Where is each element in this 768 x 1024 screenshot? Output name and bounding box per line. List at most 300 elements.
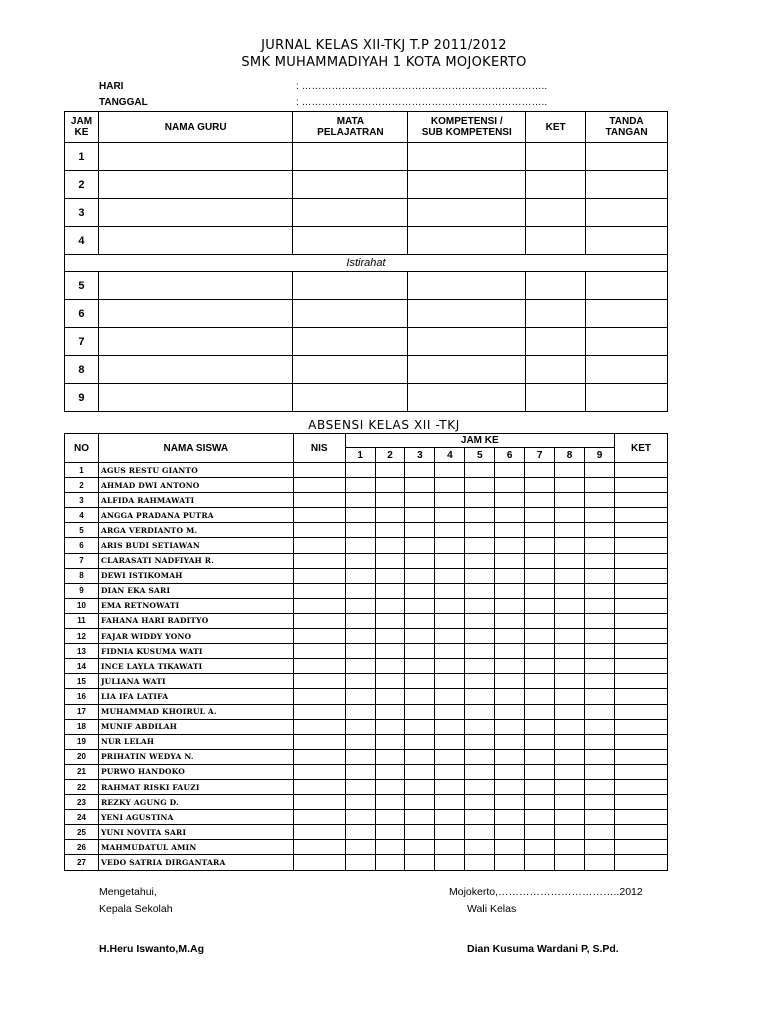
- attendance-cell[interactable]: [495, 825, 525, 840]
- attendance-cell[interactable]: [405, 644, 435, 659]
- attendance-cell[interactable]: [375, 538, 405, 553]
- attendance-cell[interactable]: [405, 568, 435, 583]
- nis-cell[interactable]: [293, 764, 345, 779]
- kompetensi-cell[interactable]: [408, 272, 526, 300]
- attendance-cell[interactable]: [465, 493, 495, 508]
- attendance-cell[interactable]: [465, 795, 495, 810]
- attendance-cell[interactable]: [495, 689, 525, 704]
- attendance-cell[interactable]: [405, 598, 435, 613]
- attendance-cell[interactable]: [585, 523, 615, 538]
- attendance-cell[interactable]: [465, 659, 495, 674]
- ket-cell[interactable]: [526, 272, 586, 300]
- attendance-cell[interactable]: [405, 779, 435, 794]
- attendance-cell[interactable]: [465, 749, 495, 764]
- attendance-cell[interactable]: [495, 674, 525, 689]
- nis-cell[interactable]: [293, 810, 345, 825]
- attendance-cell[interactable]: [495, 523, 525, 538]
- attendance-cell[interactable]: [345, 719, 375, 734]
- attendance-cell[interactable]: [465, 810, 495, 825]
- attendance-cell[interactable]: [435, 674, 465, 689]
- attendance-cell[interactable]: [585, 613, 615, 628]
- nis-cell[interactable]: [293, 463, 345, 478]
- attendance-cell[interactable]: [405, 689, 435, 704]
- nis-cell[interactable]: [293, 719, 345, 734]
- nis-cell[interactable]: [293, 855, 345, 870]
- attendance-cell[interactable]: [585, 689, 615, 704]
- attendance-cell[interactable]: [465, 674, 495, 689]
- attendance-cell[interactable]: [435, 689, 465, 704]
- nis-cell[interactable]: [293, 689, 345, 704]
- attendance-cell[interactable]: [435, 568, 465, 583]
- nama-guru-cell[interactable]: [98, 171, 293, 199]
- attendance-cell[interactable]: [345, 553, 375, 568]
- attendance-cell[interactable]: [345, 613, 375, 628]
- attendance-cell[interactable]: [585, 659, 615, 674]
- attendance-cell[interactable]: [585, 644, 615, 659]
- kompetensi-cell[interactable]: [408, 143, 526, 171]
- attendance-cell[interactable]: [555, 583, 585, 598]
- nis-cell[interactable]: [293, 749, 345, 764]
- tanda-tangan-cell[interactable]: [586, 272, 668, 300]
- attendance-cell[interactable]: [405, 553, 435, 568]
- ket-cell[interactable]: [614, 568, 667, 583]
- attendance-cell[interactable]: [525, 749, 555, 764]
- attendance-cell[interactable]: [555, 644, 585, 659]
- attendance-cell[interactable]: [345, 478, 375, 493]
- attendance-cell[interactable]: [465, 613, 495, 628]
- attendance-cell[interactable]: [525, 629, 555, 644]
- attendance-cell[interactable]: [525, 478, 555, 493]
- nis-cell[interactable]: [293, 659, 345, 674]
- ket-cell[interactable]: [614, 538, 667, 553]
- nis-cell[interactable]: [293, 644, 345, 659]
- attendance-cell[interactable]: [345, 523, 375, 538]
- attendance-cell[interactable]: [435, 704, 465, 719]
- attendance-cell[interactable]: [375, 764, 405, 779]
- attendance-cell[interactable]: [585, 764, 615, 779]
- attendance-cell[interactable]: [345, 674, 375, 689]
- ket-cell[interactable]: [614, 463, 667, 478]
- attendance-cell[interactable]: [555, 568, 585, 583]
- attendance-cell[interactable]: [585, 463, 615, 478]
- attendance-cell[interactable]: [345, 810, 375, 825]
- attendance-cell[interactable]: [405, 523, 435, 538]
- nis-cell[interactable]: [293, 568, 345, 583]
- ket-cell[interactable]: [526, 171, 586, 199]
- attendance-cell[interactable]: [375, 674, 405, 689]
- ket-cell[interactable]: [614, 764, 667, 779]
- ket-cell[interactable]: [614, 810, 667, 825]
- ket-cell[interactable]: [614, 855, 667, 870]
- attendance-cell[interactable]: [585, 749, 615, 764]
- nama-guru-cell[interactable]: [98, 328, 293, 356]
- tanggal-field[interactable]: : ………………………………………………………………..: [296, 97, 548, 108]
- kompetensi-cell[interactable]: [408, 171, 526, 199]
- attendance-cell[interactable]: [405, 538, 435, 553]
- attendance-cell[interactable]: [585, 795, 615, 810]
- attendance-cell[interactable]: [345, 644, 375, 659]
- attendance-cell[interactable]: [585, 508, 615, 523]
- mapel-cell[interactable]: [293, 199, 408, 227]
- attendance-cell[interactable]: [555, 795, 585, 810]
- attendance-cell[interactable]: [555, 523, 585, 538]
- kompetensi-cell[interactable]: [408, 300, 526, 328]
- attendance-cell[interactable]: [555, 478, 585, 493]
- nama-guru-cell[interactable]: [98, 227, 293, 255]
- attendance-cell[interactable]: [345, 508, 375, 523]
- attendance-cell[interactable]: [495, 553, 525, 568]
- ket-cell[interactable]: [614, 613, 667, 628]
- attendance-cell[interactable]: [435, 493, 465, 508]
- mapel-cell[interactable]: [293, 272, 408, 300]
- attendance-cell[interactable]: [435, 613, 465, 628]
- attendance-cell[interactable]: [525, 674, 555, 689]
- nama-guru-cell[interactable]: [98, 384, 293, 412]
- nis-cell[interactable]: [293, 825, 345, 840]
- attendance-cell[interactable]: [555, 810, 585, 825]
- attendance-cell[interactable]: [495, 779, 525, 794]
- nis-cell[interactable]: [293, 674, 345, 689]
- nis-cell[interactable]: [293, 629, 345, 644]
- attendance-cell[interactable]: [345, 689, 375, 704]
- attendance-cell[interactable]: [555, 659, 585, 674]
- attendance-cell[interactable]: [405, 825, 435, 840]
- ket-cell[interactable]: [614, 779, 667, 794]
- ket-cell[interactable]: [614, 840, 667, 855]
- nama-guru-cell[interactable]: [98, 300, 293, 328]
- attendance-cell[interactable]: [465, 478, 495, 493]
- attendance-cell[interactable]: [525, 523, 555, 538]
- nis-cell[interactable]: [293, 478, 345, 493]
- ket-cell[interactable]: [526, 199, 586, 227]
- attendance-cell[interactable]: [375, 659, 405, 674]
- attendance-cell[interactable]: [405, 855, 435, 870]
- attendance-cell[interactable]: [345, 855, 375, 870]
- attendance-cell[interactable]: [465, 508, 495, 523]
- attendance-cell[interactable]: [465, 553, 495, 568]
- tanda-tangan-cell[interactable]: [586, 384, 668, 412]
- attendance-cell[interactable]: [375, 840, 405, 855]
- attendance-cell[interactable]: [585, 629, 615, 644]
- attendance-cell[interactable]: [495, 795, 525, 810]
- attendance-cell[interactable]: [375, 478, 405, 493]
- attendance-cell[interactable]: [345, 795, 375, 810]
- attendance-cell[interactable]: [495, 855, 525, 870]
- ket-cell[interactable]: [614, 583, 667, 598]
- attendance-cell[interactable]: [495, 644, 525, 659]
- attendance-cell[interactable]: [375, 463, 405, 478]
- attendance-cell[interactable]: [585, 538, 615, 553]
- nis-cell[interactable]: [293, 523, 345, 538]
- nis-cell[interactable]: [293, 840, 345, 855]
- nis-cell[interactable]: [293, 704, 345, 719]
- attendance-cell[interactable]: [465, 644, 495, 659]
- attendance-cell[interactable]: [405, 463, 435, 478]
- attendance-cell[interactable]: [435, 538, 465, 553]
- ket-cell[interactable]: [614, 644, 667, 659]
- attendance-cell[interactable]: [555, 840, 585, 855]
- attendance-cell[interactable]: [435, 598, 465, 613]
- ket-cell[interactable]: [614, 674, 667, 689]
- attendance-cell[interactable]: [495, 749, 525, 764]
- attendance-cell[interactable]: [375, 795, 405, 810]
- nis-cell[interactable]: [293, 553, 345, 568]
- attendance-cell[interactable]: [435, 463, 465, 478]
- nis-cell[interactable]: [293, 734, 345, 749]
- attendance-cell[interactable]: [465, 568, 495, 583]
- attendance-cell[interactable]: [405, 583, 435, 598]
- attendance-cell[interactable]: [345, 463, 375, 478]
- attendance-cell[interactable]: [555, 538, 585, 553]
- attendance-cell[interactable]: [435, 840, 465, 855]
- ket-cell[interactable]: [614, 478, 667, 493]
- attendance-cell[interactable]: [525, 795, 555, 810]
- attendance-cell[interactable]: [555, 463, 585, 478]
- attendance-cell[interactable]: [345, 583, 375, 598]
- attendance-cell[interactable]: [465, 734, 495, 749]
- attendance-cell[interactable]: [435, 810, 465, 825]
- attendance-cell[interactable]: [555, 704, 585, 719]
- attendance-cell[interactable]: [495, 840, 525, 855]
- tanda-tangan-cell[interactable]: [586, 227, 668, 255]
- attendance-cell[interactable]: [555, 825, 585, 840]
- attendance-cell[interactable]: [495, 629, 525, 644]
- attendance-cell[interactable]: [525, 583, 555, 598]
- attendance-cell[interactable]: [585, 810, 615, 825]
- attendance-cell[interactable]: [495, 704, 525, 719]
- attendance-cell[interactable]: [525, 840, 555, 855]
- attendance-cell[interactable]: [375, 613, 405, 628]
- attendance-cell[interactable]: [405, 764, 435, 779]
- ket-cell[interactable]: [614, 704, 667, 719]
- mapel-cell[interactable]: [293, 328, 408, 356]
- attendance-cell[interactable]: [525, 508, 555, 523]
- ket-cell[interactable]: [526, 328, 586, 356]
- attendance-cell[interactable]: [525, 538, 555, 553]
- attendance-cell[interactable]: [495, 659, 525, 674]
- ket-cell[interactable]: [526, 356, 586, 384]
- attendance-cell[interactable]: [405, 478, 435, 493]
- tanda-tangan-cell[interactable]: [586, 143, 668, 171]
- attendance-cell[interactable]: [585, 674, 615, 689]
- attendance-cell[interactable]: [375, 553, 405, 568]
- attendance-cell[interactable]: [435, 659, 465, 674]
- mapel-cell[interactable]: [293, 143, 408, 171]
- attendance-cell[interactable]: [525, 553, 555, 568]
- ket-cell[interactable]: [526, 300, 586, 328]
- attendance-cell[interactable]: [375, 825, 405, 840]
- attendance-cell[interactable]: [525, 613, 555, 628]
- attendance-cell[interactable]: [345, 538, 375, 553]
- attendance-cell[interactable]: [345, 734, 375, 749]
- ket-cell[interactable]: [614, 795, 667, 810]
- attendance-cell[interactable]: [345, 749, 375, 764]
- attendance-cell[interactable]: [345, 840, 375, 855]
- attendance-cell[interactable]: [495, 508, 525, 523]
- attendance-cell[interactable]: [435, 508, 465, 523]
- attendance-cell[interactable]: [495, 734, 525, 749]
- nama-guru-cell[interactable]: [98, 272, 293, 300]
- attendance-cell[interactable]: [585, 719, 615, 734]
- attendance-cell[interactable]: [525, 734, 555, 749]
- attendance-cell[interactable]: [555, 674, 585, 689]
- attendance-cell[interactable]: [345, 493, 375, 508]
- attendance-cell[interactable]: [375, 644, 405, 659]
- attendance-cell[interactable]: [555, 734, 585, 749]
- attendance-cell[interactable]: [405, 840, 435, 855]
- attendance-cell[interactable]: [525, 779, 555, 794]
- tanda-tangan-cell[interactable]: [586, 171, 668, 199]
- kompetensi-cell[interactable]: [408, 384, 526, 412]
- attendance-cell[interactable]: [525, 764, 555, 779]
- attendance-cell[interactable]: [585, 779, 615, 794]
- attendance-cell[interactable]: [345, 659, 375, 674]
- attendance-cell[interactable]: [435, 734, 465, 749]
- attendance-cell[interactable]: [465, 463, 495, 478]
- attendance-cell[interactable]: [585, 855, 615, 870]
- hari-field[interactable]: : ………………………………………………………………..: [296, 81, 548, 92]
- attendance-cell[interactable]: [375, 583, 405, 598]
- tanda-tangan-cell[interactable]: [586, 300, 668, 328]
- attendance-cell[interactable]: [525, 644, 555, 659]
- attendance-cell[interactable]: [375, 598, 405, 613]
- attendance-cell[interactable]: [465, 583, 495, 598]
- mapel-cell[interactable]: [293, 171, 408, 199]
- nis-cell[interactable]: [293, 598, 345, 613]
- attendance-cell[interactable]: [375, 719, 405, 734]
- attendance-cell[interactable]: [465, 598, 495, 613]
- attendance-cell[interactable]: [435, 583, 465, 598]
- attendance-cell[interactable]: [435, 795, 465, 810]
- attendance-cell[interactable]: [465, 855, 495, 870]
- attendance-cell[interactable]: [525, 704, 555, 719]
- attendance-cell[interactable]: [585, 840, 615, 855]
- attendance-cell[interactable]: [585, 734, 615, 749]
- attendance-cell[interactable]: [495, 810, 525, 825]
- attendance-cell[interactable]: [375, 508, 405, 523]
- attendance-cell[interactable]: [345, 779, 375, 794]
- attendance-cell[interactable]: [345, 704, 375, 719]
- attendance-cell[interactable]: [465, 840, 495, 855]
- nama-guru-cell[interactable]: [98, 356, 293, 384]
- attendance-cell[interactable]: [435, 523, 465, 538]
- attendance-cell[interactable]: [375, 779, 405, 794]
- attendance-cell[interactable]: [405, 704, 435, 719]
- attendance-cell[interactable]: [495, 478, 525, 493]
- attendance-cell[interactable]: [375, 568, 405, 583]
- attendance-cell[interactable]: [345, 629, 375, 644]
- attendance-cell[interactable]: [465, 764, 495, 779]
- attendance-cell[interactable]: [405, 613, 435, 628]
- ket-cell[interactable]: [614, 734, 667, 749]
- attendance-cell[interactable]: [435, 553, 465, 568]
- attendance-cell[interactable]: [435, 855, 465, 870]
- attendance-cell[interactable]: [375, 523, 405, 538]
- nis-cell[interactable]: [293, 583, 345, 598]
- attendance-cell[interactable]: [435, 764, 465, 779]
- attendance-cell[interactable]: [525, 463, 555, 478]
- nis-cell[interactable]: [293, 538, 345, 553]
- attendance-cell[interactable]: [495, 538, 525, 553]
- attendance-cell[interactable]: [555, 508, 585, 523]
- attendance-cell[interactable]: [435, 644, 465, 659]
- attendance-cell[interactable]: [555, 764, 585, 779]
- attendance-cell[interactable]: [555, 779, 585, 794]
- attendance-cell[interactable]: [435, 719, 465, 734]
- attendance-cell[interactable]: [405, 795, 435, 810]
- attendance-cell[interactable]: [495, 493, 525, 508]
- ket-cell[interactable]: [614, 749, 667, 764]
- attendance-cell[interactable]: [375, 493, 405, 508]
- mapel-cell[interactable]: [293, 300, 408, 328]
- attendance-cell[interactable]: [375, 704, 405, 719]
- ket-cell[interactable]: [614, 825, 667, 840]
- attendance-cell[interactable]: [555, 553, 585, 568]
- attendance-cell[interactable]: [405, 719, 435, 734]
- ket-cell[interactable]: [614, 719, 667, 734]
- attendance-cell[interactable]: [405, 629, 435, 644]
- nama-guru-cell[interactable]: [98, 199, 293, 227]
- kompetensi-cell[interactable]: [408, 199, 526, 227]
- attendance-cell[interactable]: [465, 629, 495, 644]
- ket-cell[interactable]: [614, 598, 667, 613]
- attendance-cell[interactable]: [435, 779, 465, 794]
- attendance-cell[interactable]: [465, 825, 495, 840]
- attendance-cell[interactable]: [435, 749, 465, 764]
- attendance-cell[interactable]: [405, 674, 435, 689]
- attendance-cell[interactable]: [495, 719, 525, 734]
- attendance-cell[interactable]: [525, 825, 555, 840]
- tanda-tangan-cell[interactable]: [586, 356, 668, 384]
- attendance-cell[interactable]: [375, 689, 405, 704]
- attendance-cell[interactable]: [495, 463, 525, 478]
- attendance-cell[interactable]: [525, 719, 555, 734]
- attendance-cell[interactable]: [585, 825, 615, 840]
- attendance-cell[interactable]: [405, 734, 435, 749]
- ket-cell[interactable]: [526, 227, 586, 255]
- attendance-cell[interactable]: [555, 719, 585, 734]
- attendance-cell[interactable]: [585, 583, 615, 598]
- attendance-cell[interactable]: [525, 855, 555, 870]
- attendance-cell[interactable]: [585, 478, 615, 493]
- attendance-cell[interactable]: [555, 598, 585, 613]
- attendance-cell[interactable]: [495, 568, 525, 583]
- attendance-cell[interactable]: [405, 810, 435, 825]
- attendance-cell[interactable]: [435, 825, 465, 840]
- attendance-cell[interactable]: [555, 855, 585, 870]
- attendance-cell[interactable]: [375, 734, 405, 749]
- attendance-cell[interactable]: [375, 810, 405, 825]
- attendance-cell[interactable]: [555, 613, 585, 628]
- attendance-cell[interactable]: [435, 478, 465, 493]
- attendance-cell[interactable]: [405, 659, 435, 674]
- attendance-cell[interactable]: [465, 523, 495, 538]
- nis-cell[interactable]: [293, 779, 345, 794]
- attendance-cell[interactable]: [585, 704, 615, 719]
- ket-cell[interactable]: [526, 143, 586, 171]
- attendance-cell[interactable]: [585, 553, 615, 568]
- attendance-cell[interactable]: [495, 764, 525, 779]
- attendance-cell[interactable]: [585, 493, 615, 508]
- attendance-cell[interactable]: [525, 493, 555, 508]
- attendance-cell[interactable]: [555, 493, 585, 508]
- attendance-cell[interactable]: [465, 538, 495, 553]
- ket-cell[interactable]: [614, 508, 667, 523]
- tanda-tangan-cell[interactable]: [586, 328, 668, 356]
- attendance-cell[interactable]: [375, 855, 405, 870]
- attendance-cell[interactable]: [525, 659, 555, 674]
- attendance-cell[interactable]: [345, 598, 375, 613]
